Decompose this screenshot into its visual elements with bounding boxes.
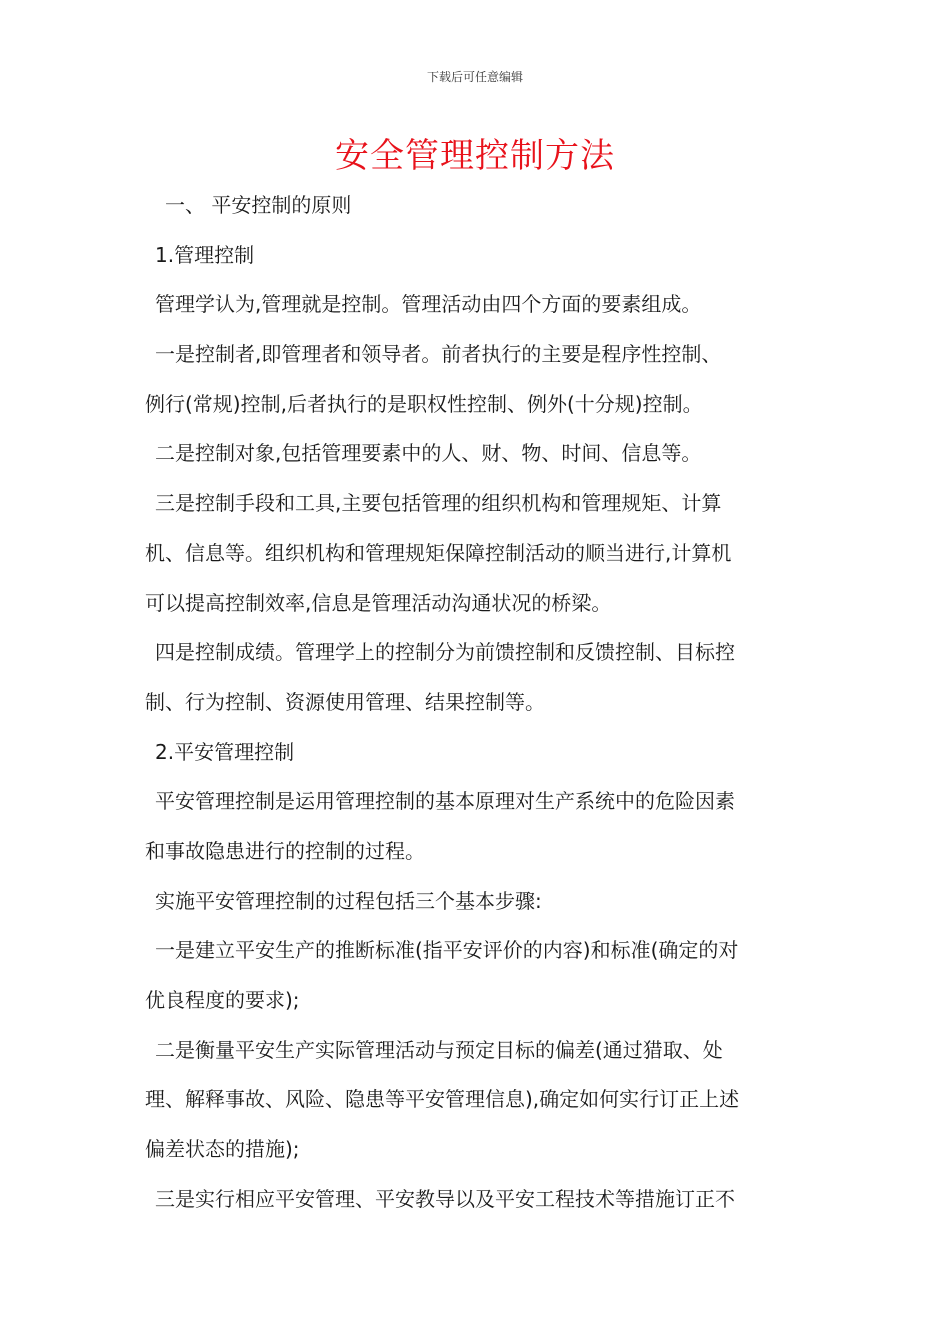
paragraph-line: 例行(常规)控制,后者执行的是职权性控制、例外(十分规)控制。 [145,391,703,416]
paragraph-line: 三是实行相应平安管理、平安教导以及平安工程技术等措施订正不 [155,1186,735,1211]
paragraph-line: 理、解释事故、风险、隐患等平安管理信息),确定如何实行订正上述 [145,1087,740,1112]
document-title: 安全管理控制方法 [335,136,615,176]
paragraph-line: 实施平安管理控制的过程包括三个基本步骤: [155,888,542,913]
paragraph-line: 制、行为控制、资源使用管理、结果控制等。 [145,689,545,714]
paragraph-line: 三是控制手段和工具,主要包括管理的组织机构和管理规矩、计算 [155,491,722,516]
paragraph-line: 机、信息等。组织机构和管理规矩保障控制活动的顺当进行,计算机 [145,540,732,565]
paragraph-line: 优良程度的要求); [145,988,300,1012]
paragraph-line: 可以提高控制效率,信息是管理活动沟通状况的桥梁。 [145,590,612,615]
paragraph-line: 管理学认为,管理就是控制。管理活动由四个方面的要素组成。 [155,292,702,317]
paragraph-line: 二是衡量平安生产实际管理活动与预定目标的偏差(通过猎取、处 [155,1037,723,1062]
paragraph-line: 偏差状态的措施); [145,1137,300,1162]
sub-heading: 2.平安管理控制 [155,739,295,764]
sub-heading: 1.管理控制 [155,242,255,267]
paragraph-line: 一是控制者,即管理者和领导者。前者执行的主要是程序性控制、 [155,342,722,367]
paragraph-line: 平安管理控制是运用管理控制的基本原理对生产系统中的危险因素 [155,789,735,814]
document-body [145,181,810,1224]
paragraph-line: 和事故隐患进行的控制的过程。 [145,838,425,863]
section-heading: 一、 平安控制的原则 [165,193,352,217]
paragraph-line: 一是建立平安生产的推断标准(指平安评价的内容)和标准(确定的对 [155,938,739,963]
paragraph-line: 二是控制对象,包括管理要素中的人、财、物、时间、信息等。 [155,441,702,466]
header-note: 下载后可任意编辑 [426,70,523,84]
paragraph-line: 四是控制成绩。管理学上的控制分为前馈控制和反馈控制、目标控 [155,640,735,665]
